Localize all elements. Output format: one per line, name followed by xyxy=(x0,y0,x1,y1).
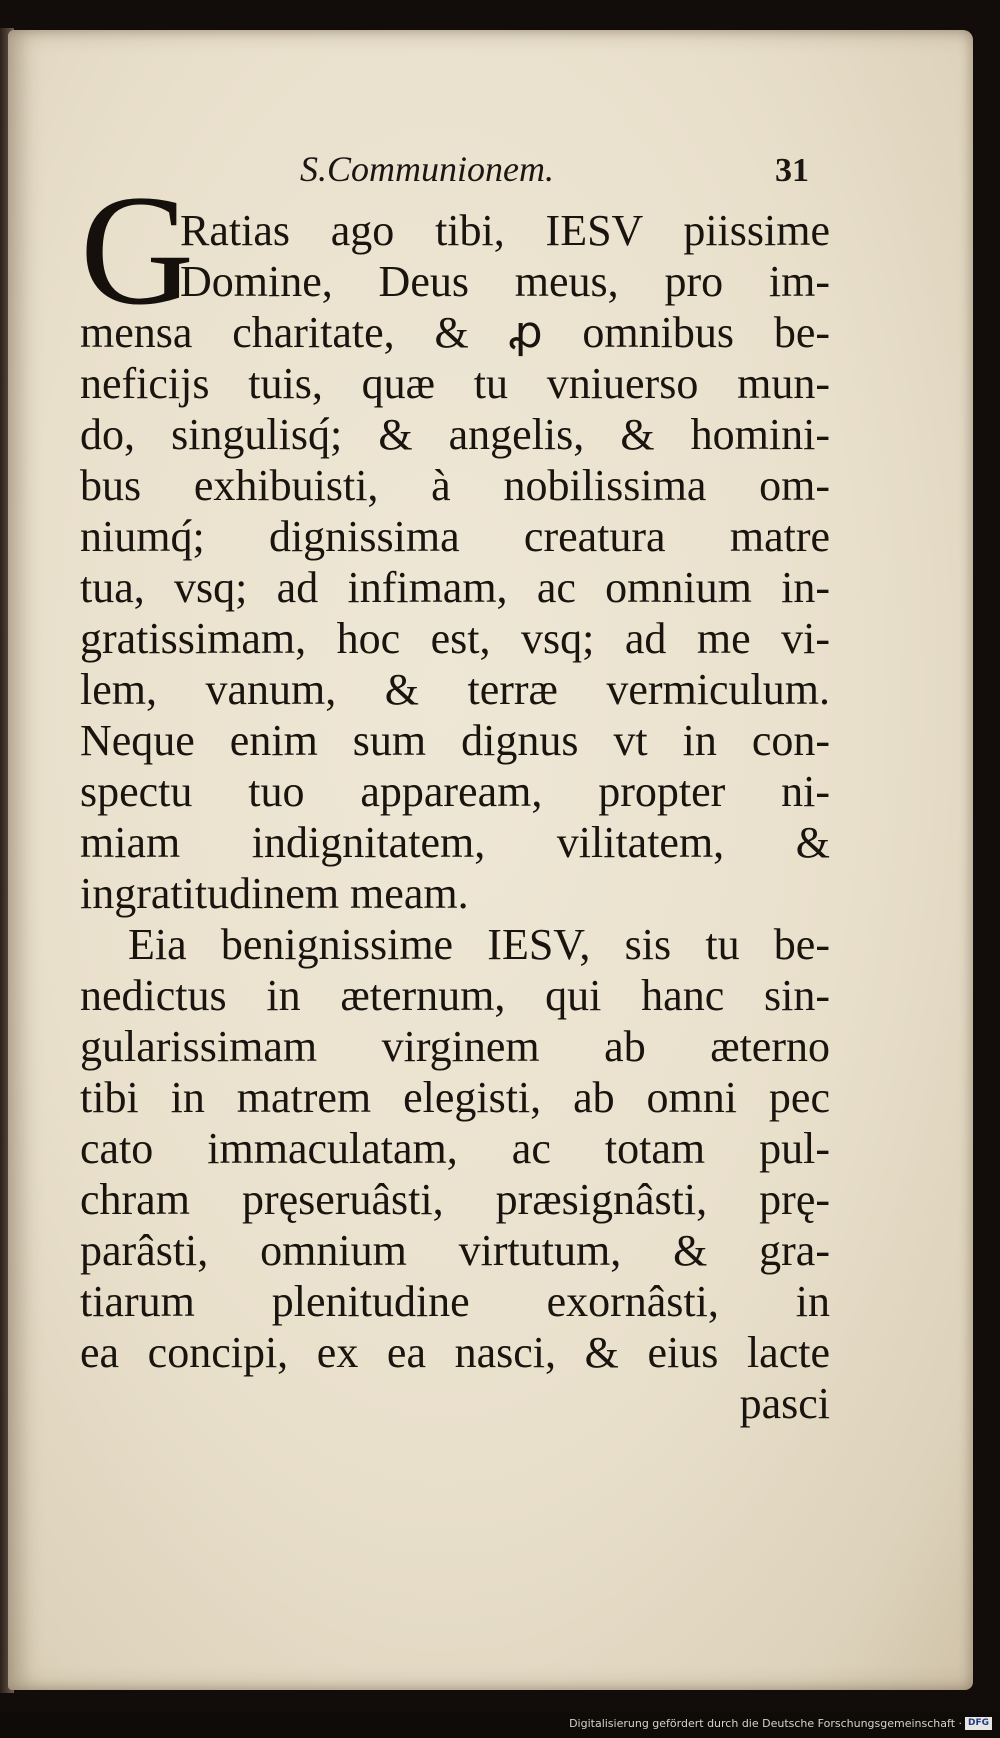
text-line: parâsti, omnium virtutum, & gra- xyxy=(80,1226,830,1275)
text-line: nedictus in æternum, qui hanc sin- xyxy=(80,971,830,1020)
text-line: Neque enim sum dignus vt in con- xyxy=(80,716,830,765)
text-line: tibi in matrem elegisti, ab omni pec xyxy=(80,1073,830,1122)
text-line: tua, vsq; ad infimam, ac omnium in- xyxy=(80,563,830,612)
text-line: do, singulisq́; & angelis, & homini- xyxy=(80,410,830,459)
text-line: ea concipi, ex ea nasci, & eius lacte xyxy=(80,1328,830,1377)
text-line: spectu tuo appaream, propter ni- xyxy=(80,767,830,816)
text-line: niumq́; dignissima creatura matre xyxy=(80,512,830,561)
text-line: chram pręseruâsti, præsignâsti, prę- xyxy=(80,1175,830,1224)
text-line: tiarum plenitudine exornâsti, in xyxy=(80,1277,830,1326)
text-line: neficijs tuis, quæ tu vniuerso mun- xyxy=(80,359,830,408)
text-line: mensa charitate, & ꝓ omnibus be- xyxy=(80,308,830,357)
text-line: Domine, Deus meus, pro im- xyxy=(180,257,830,306)
running-head: S.Communionem. xyxy=(300,149,554,189)
text-line: ingratitudinem meam. xyxy=(80,869,469,918)
page-number: 31 xyxy=(775,152,809,189)
dfg-logo-icon: DFG xyxy=(965,1717,992,1730)
text-line: miam indignitatem, vilitatem, & xyxy=(80,818,830,867)
drop-cap: G xyxy=(80,163,195,338)
text-line: cato immaculatam, ac totam pul- xyxy=(80,1124,830,1173)
text-line: Eia benignissime IESV, sis tu be- xyxy=(128,920,830,969)
catchword: pasci xyxy=(739,1379,830,1428)
digitization-credit: Digitalisierung gefördert durch die Deutsche Forschungsgemeinschaft · xyxy=(569,1717,962,1730)
text-line: bus exhibuisti, à nobilissima om- xyxy=(80,461,830,510)
text-line: lem, vanum, & terræ vermiculum. xyxy=(80,665,830,714)
text-line: Ratias ago tibi, IESV piissime xyxy=(180,206,830,255)
text-line: gratissimam, hoc est, vsq; ad me vi- xyxy=(80,614,830,663)
text-line: gularissimam virginem ab æterno xyxy=(80,1022,830,1071)
